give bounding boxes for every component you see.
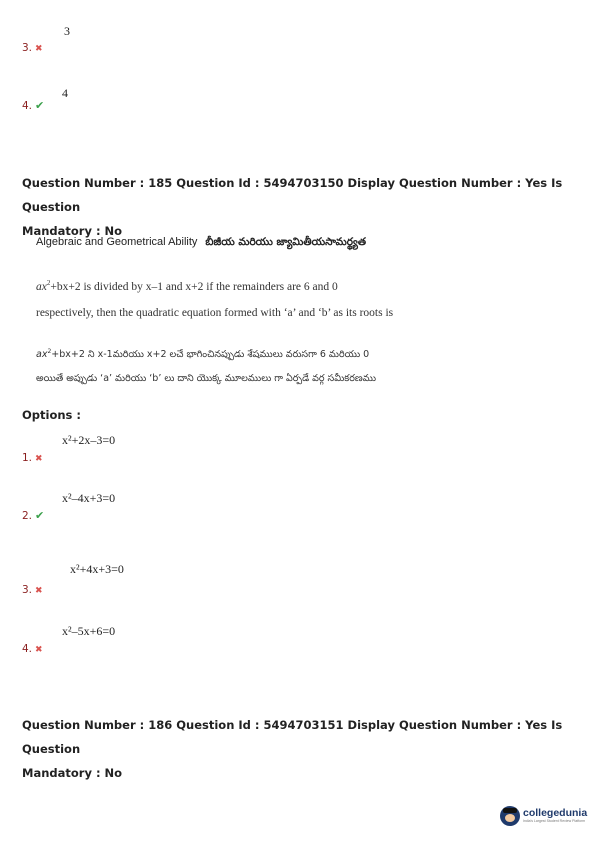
options-label: Options : [22, 408, 81, 422]
question-text-en: $ax^2+bx+2$ is divided by x–1 and x+2 if the remainders are 6 and 0 respectively, then the quadratic equation formed with ‘a’ and ‘b’ as its roots is [36, 270, 436, 326]
option-number: 1. [22, 452, 33, 464]
cross-icon: ✖ [35, 454, 43, 464]
collegedunia-logo [500, 806, 587, 826]
option-3 [22, 578, 43, 597]
var-ax-te: ax [36, 349, 48, 361]
question-text-te-line-1: +bx+2 ని x-1మరియు x+2 లచే భాగించినప్పుడు శేషములు వరుసగా 6 మరియు 0 [51, 349, 370, 361]
option-number: 2. [22, 510, 33, 522]
question-text-te: $ax^2+bx+2$ ని x-1మరియు x+2 లచే భాగించినప్పుడు శేషములు వరుసగా 6 మరియు 0 అయితే అప్పుడు ‘a’ మరియు ‘b’ లు దాని యొక్క మూలములు గా ఏర్పడే వర్గ సమీకరణము [36, 340, 456, 391]
option-1-equation: x²+2x–3=0 [62, 433, 116, 447]
option-number: 4. [22, 100, 33, 112]
question-header-line-2: Mandatory : No [22, 766, 123, 780]
check-icon: ✔ [35, 99, 45, 112]
prev-option-3-value: 3 [64, 24, 70, 38]
question-header-line-1: Question Number : 185 Question Id : 5494703150 Display Question Number : Yes Is Question [22, 176, 563, 214]
option-4 [22, 637, 43, 656]
question-text-en-line-2: respectively, then the quadratic equation formed with ‘a’ and ‘b’ as its roots is [36, 306, 394, 319]
logo-tagline: India's Largest Student Review Platform [523, 819, 586, 823]
option-1 [22, 446, 43, 465]
logo-name: collegedunia [523, 807, 588, 819]
option-2-equation: x²–4x+3=0 [62, 491, 116, 505]
question-header-line-1: Question Number : 186 Question Id : 5494703151 Display Question Number : Yes Is Question [22, 718, 563, 756]
section-title-te: బీజీయ మరియు జ్యామితీయసామర్థ్యత [205, 236, 367, 248]
cross-icon: ✖ [35, 44, 43, 54]
question-header-line-2: Mandatory : No [22, 224, 123, 238]
option-3-equation: x²+4x+3=0 [70, 562, 124, 576]
cross-icon: ✖ [35, 645, 43, 655]
prev-option-4 [22, 94, 44, 113]
section-title-en: Algebraic and Geometrical Ability [36, 236, 198, 248]
option-number: 4. [22, 643, 33, 655]
prev-option-3 [22, 36, 43, 55]
var-ax: ax [36, 280, 47, 293]
prev-option-4-value: 4 [62, 86, 68, 100]
question-text-en-line-1: +bx+2 is divided by x–1 and x+2 if the remainders are 6 and 0 [50, 280, 338, 293]
logo-mascot-icon [500, 806, 520, 826]
question-185-header [22, 171, 582, 243]
option-number: 3. [22, 42, 33, 54]
section-title [36, 236, 366, 251]
option-number: 3. [22, 584, 33, 596]
cross-icon: ✖ [35, 586, 43, 596]
check-icon: ✔ [35, 509, 45, 522]
option-2 [22, 504, 44, 523]
question-text-te-line-2: అయితే అప్పుడు ‘a’ మరియు ‘b’ లు దాని యొక్క మూలములు గా ఏర్పడే వర్గ సమీకరణము [36, 373, 377, 385]
option-4-equation: x²–5x+6=0 [62, 624, 116, 638]
question-186-header [22, 713, 582, 785]
